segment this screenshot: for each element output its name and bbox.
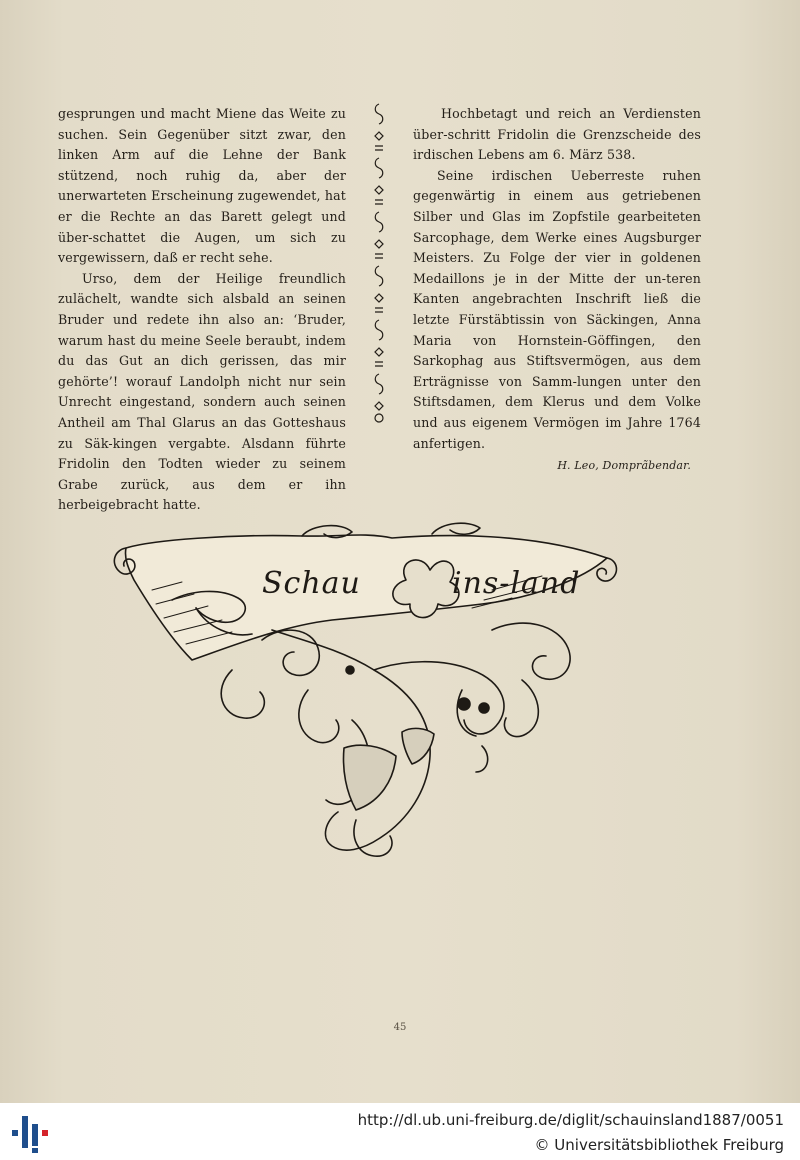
permalink-url[interactable]: http://dl.ub.uni-freiburg.de/diglit/schauinsland1887/0051: [357, 1111, 784, 1129]
page-number: 45: [393, 1022, 407, 1033]
author-signature: H. Leo, Domprãbendar.: [557, 459, 691, 473]
left-paragraph-2: Urso, dem der Heilige freundlich zulächelt, wandte sich alsbald an seinen Bruder und redete ihn also an: ‘Bruder, warum hast du meine Seele beraubt, indem du das Gut an dich gerissen, das mir gehörte’! worauf Landolph nicht nur sein Unrecht eingestand, sondern auch seinen Antheil am Thal Glarus an das Gotteshaus zu Säk-kingen vergabte. Alsdann führte Fridolin den Todten wieder zu seinem Grabe zurück, aus dem er ihn herbeigebracht hatte.: [58, 270, 346, 513]
library-footer: [0, 1103, 800, 1160]
right-paragraph-1: Hochbetagt und reich an Verdiensten über-schritt Fridolin die Grenzscheide des irdischen Lebens am 6. März 538.: [413, 106, 701, 163]
ornamental-column-divider: [372, 102, 386, 424]
right-text-column: [413, 104, 701, 477]
library-logo-icon: [10, 1110, 52, 1154]
vignette-title-right: ins-land: [452, 566, 581, 601]
vignette-title-left: Schau: [262, 566, 361, 601]
right-paragraph-2: Seine irdischen Ueberreste ruhen gegenwärtig in einem aus getriebenen Silber und Glas im Zopfstile gearbeiteten Sarcophage, dem Werke eines Augsburger Meisters. Zu Folge der vier in goldenen Medaillons je in der Mitte der un-teren Kanten angebrachten Inschrift ließ die letzte Fürstäbtissin von Säckingen, Anna Maria von Hornstein-Göffingen, den Sarkophag aus Stiftsvermögen, aus dem Erträgnisse von Samm-lungen unter den Stiftsdamen, dem Klerus und dem Volke und aus eigenem Vermögen im Jahre 1764 anfertigen.: [413, 167, 701, 451]
left-text-column: [58, 104, 346, 516]
copyright-notice: © Universitätsbibliothek Freiburg: [534, 1136, 784, 1154]
schauinsland-vignette: [112, 520, 620, 860]
left-paragraph-1: gesprungen und macht Miene das Weite zu suchen. Sein Gegenüber sitzt zwar, den linken Arm auf die Lehne der Bank stützend, noch ruhig da, aber der unerwarteten Erscheinung zugewendet, hat er die Rechte an das Barett gelegt und über-schattet die Augen, um sich zu vergewissern, daß er recht sehe.: [58, 106, 346, 266]
